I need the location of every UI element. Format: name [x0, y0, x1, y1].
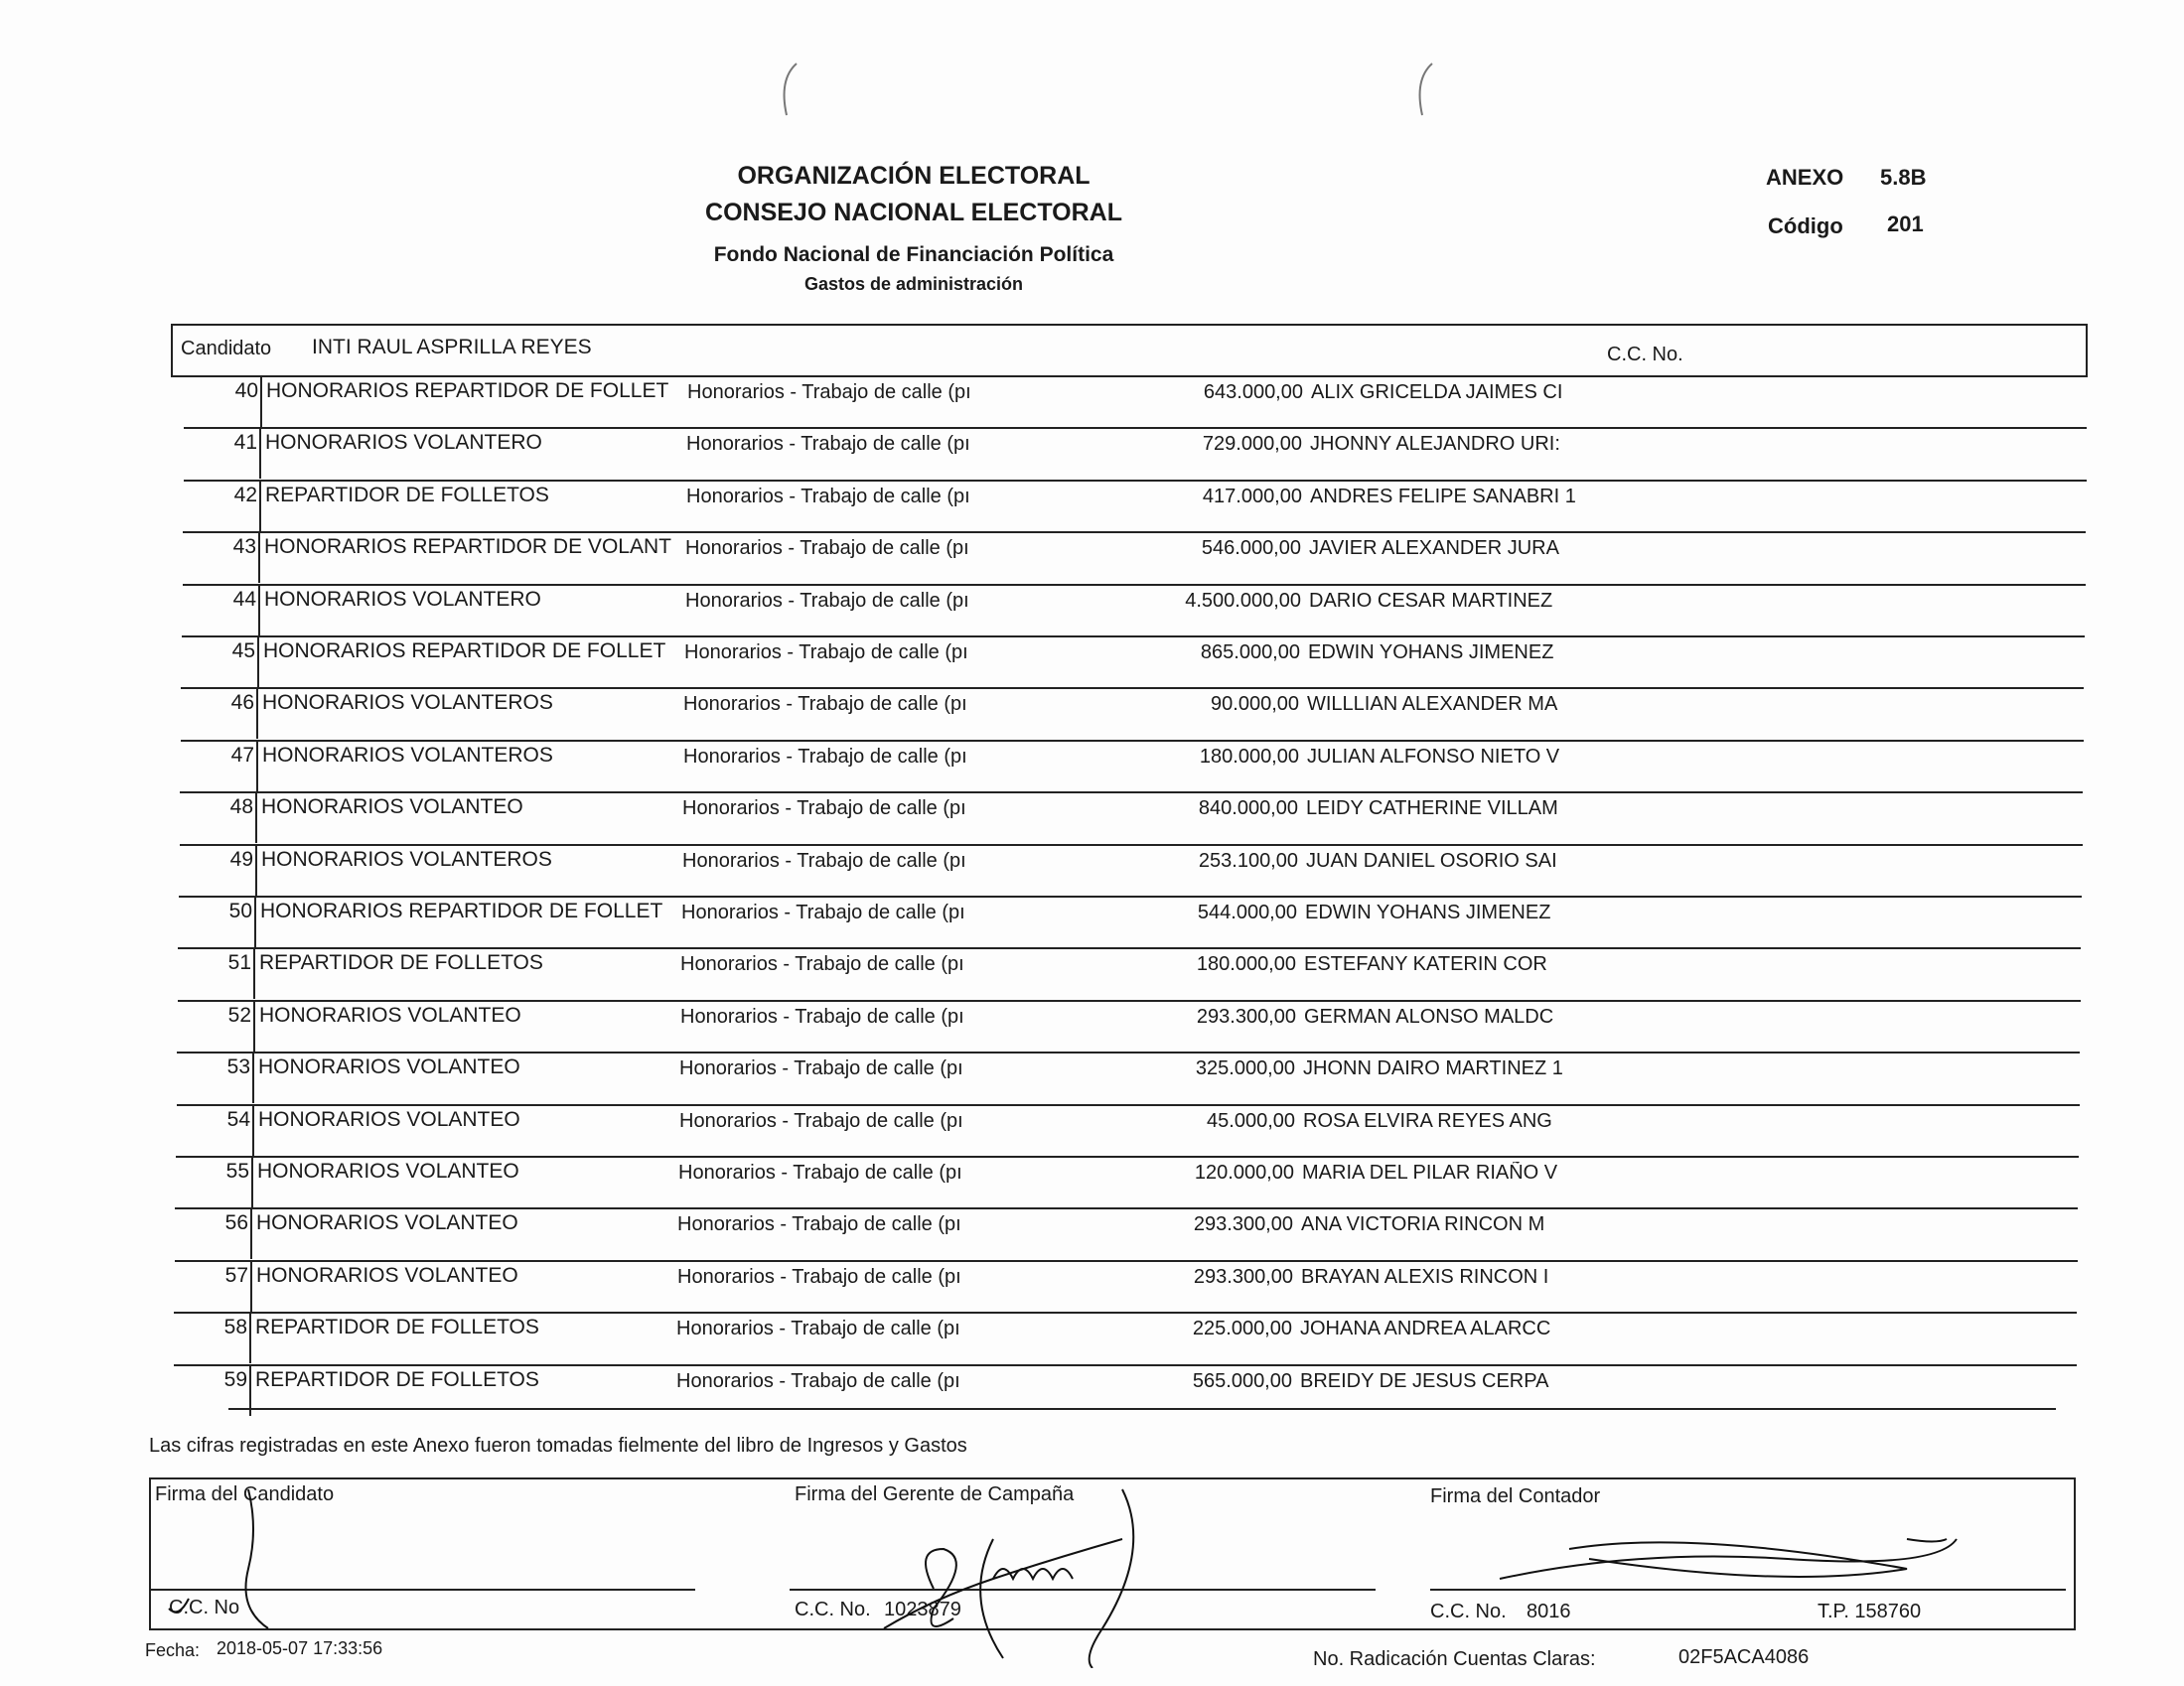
codigo-label: Código	[1768, 213, 1843, 238]
row-divider	[249, 1312, 251, 1363]
row-type: Honorarios - Trabajo de calle (pı	[681, 902, 965, 923]
row-rule	[176, 1156, 2079, 1158]
row-name: LEIDY CATHERINE VILLAM	[1306, 797, 1558, 820]
row-name: ANA VICTORIA RINCON M	[1301, 1213, 1545, 1236]
page-subtitle: Gastos de administración	[803, 274, 1024, 294]
row-number: 51	[227, 951, 251, 975]
row-number: 44	[232, 587, 256, 611]
row-rule	[179, 896, 2082, 898]
radicacion-label: No. Radicación Cuentas Claras:	[1313, 1648, 1596, 1670]
row-name: DARIO CESAR MARTINEZ	[1309, 589, 1553, 612]
row-type: Honorarios - Trabajo de calle (pı	[679, 1057, 963, 1080]
signature-accountant	[1490, 1519, 1966, 1604]
row-divider	[259, 480, 261, 531]
row-type: Honorarios - Trabajo de calle (pı	[683, 693, 967, 716]
row-concept: HONORARIOS REPARTIDOR DE FOLLET	[266, 379, 669, 402]
row-amount: 325.000,00	[1195, 1057, 1295, 1080]
row-number: 59	[223, 1367, 247, 1391]
row-number: 46	[230, 691, 254, 715]
row-concept: HONORARIOS VOLANTEO	[256, 1211, 518, 1235]
radicacion-value: 02F5ACA4086	[1678, 1646, 1810, 1668]
table-row	[164, 1000, 2081, 1052]
row-type: Honorarios - Trabajo de calle (pı	[686, 433, 970, 456]
row-number: 53	[226, 1055, 250, 1079]
row-type: Honorarios - Trabajo de calle (pı	[680, 1005, 964, 1028]
row-concept: HONORARIOS VOLANTEO	[259, 1003, 521, 1027]
row-rule	[177, 1052, 2080, 1054]
row-divider	[255, 791, 257, 843]
row-rule	[174, 1364, 2077, 1366]
row-type: Honorarios - Trabajo de calle (pı	[686, 485, 970, 507]
row-rule	[177, 1104, 2080, 1106]
table-row	[170, 480, 2087, 531]
row-type: Honorarios - Trabajo de calle (pı	[679, 1109, 963, 1132]
row-amount: 544.000,00	[1197, 902, 1297, 923]
row-concept: REPARTIDOR DE FOLLETOS	[255, 1316, 539, 1339]
row-rule	[183, 584, 2086, 586]
row-number: 43	[232, 535, 256, 559]
table-row	[168, 635, 2085, 687]
row-type: Honorarios - Trabajo de calle (pı	[687, 381, 971, 403]
row-type: Honorarios - Trabajo de calle (pı	[676, 1318, 960, 1340]
row-rule	[183, 531, 2086, 533]
row-rule	[184, 480, 2087, 482]
row-amount: 4.500.000,00	[1185, 589, 1301, 612]
row-rule	[182, 635, 2085, 637]
row-rule	[178, 1000, 2081, 1002]
sig-manager-label: Firma del Gerente de Campaña	[795, 1483, 1075, 1505]
fund-title: Fondo Nacional de Financiación Política	[713, 243, 1114, 266]
row-name: ANDRES FELIPE SANABRI 1	[1310, 485, 1576, 507]
table-bottom-rule	[228, 1408, 2056, 1410]
row-concept: HONORARIOS VOLANTEO	[258, 1107, 520, 1131]
row-number: 56	[224, 1211, 248, 1235]
row-rule	[181, 740, 2084, 742]
table-row	[167, 687, 2084, 739]
row-name: ESTEFANY KATERIN COR	[1304, 953, 1547, 976]
row-type: Honorarios - Trabajo de calle (pı	[676, 1369, 960, 1392]
row-name: ALIX GRICELDA JAIMES CI	[1311, 381, 1563, 403]
table-row	[169, 531, 2086, 583]
row-amount: 293.300,00	[1193, 1265, 1293, 1288]
row-amount: 729.000,00	[1202, 433, 1302, 456]
row-amount: 253.100,00	[1198, 849, 1298, 872]
tp-number: T.P. 158760	[1818, 1601, 1922, 1622]
row-number: 58	[223, 1316, 247, 1339]
row-divider	[256, 740, 258, 791]
row-number: 49	[229, 847, 253, 871]
row-amount: 225.000,00	[1192, 1318, 1292, 1340]
row-number: 42	[233, 483, 257, 506]
cc-manager-value: 1023879	[884, 1599, 961, 1620]
row-number: 48	[229, 795, 253, 819]
candidate-name: INTI RAUL ASPRILLA REYES	[312, 336, 592, 358]
signature-manager	[874, 1479, 1202, 1673]
row-concept: HONORARIOS VOLANTEROS	[261, 847, 552, 871]
row-amount: 120.000,00	[1194, 1162, 1294, 1184]
row-number: 55	[225, 1160, 249, 1183]
row-rule	[175, 1260, 2078, 1262]
cc-manager-label: C.C. No.	[795, 1599, 871, 1620]
row-name: EDWIN YOHANS JIMENEZ	[1308, 641, 1554, 663]
row-number: 47	[230, 743, 254, 767]
row-concept: HONORARIOS REPARTIDOR DE FOLLET	[263, 639, 666, 662]
row-amount: 565.000,00	[1192, 1369, 1292, 1392]
table-row	[169, 584, 2086, 635]
row-amount: 45.000,00	[1207, 1109, 1295, 1132]
row-divider	[254, 896, 256, 947]
row-number: 45	[231, 639, 255, 662]
row-concept: REPARTIDOR DE FOLLETOS	[259, 951, 543, 975]
row-name: BREIDY DE JESUS CERPA	[1300, 1369, 1549, 1392]
table-row	[166, 844, 2083, 896]
table-row	[160, 1312, 2077, 1363]
row-amount: 90.000,00	[1211, 693, 1299, 716]
sig-candidate-label: Firma del Candidato	[155, 1483, 335, 1505]
table-row	[165, 896, 2082, 947]
row-name: WILLLIAN ALEXANDER MA	[1307, 693, 1558, 716]
row-name: JULIAN ALFONSO NIETO V	[1307, 745, 1560, 768]
row-number: 52	[227, 1003, 251, 1027]
anexo-label: ANEXO	[1766, 165, 1844, 190]
cc-label: C.C. No.	[1607, 344, 1683, 365]
table-row	[161, 1207, 2078, 1259]
row-amount: 865.000,00	[1200, 641, 1300, 663]
org-title: ORGANIZACIÓN ELECTORAL	[737, 162, 1091, 190]
candidate-label: Candidato	[181, 338, 272, 359]
row-amount: 840.000,00	[1198, 797, 1298, 820]
row-concept: HONORARIOS VOLANTEO	[258, 1055, 520, 1079]
row-amount: 180.000,00	[1196, 953, 1296, 976]
row-name: JAVIER ALEXANDER JURA	[1309, 537, 1559, 560]
row-divider	[253, 1000, 255, 1052]
table-row	[167, 740, 2084, 791]
row-number: 40	[234, 379, 258, 402]
table-row	[166, 791, 2083, 843]
row-name: GERMAN ALONSO MALDC	[1304, 1005, 1554, 1028]
row-divider	[250, 1207, 252, 1259]
row-name: JUAN DANIEL OSORIO SAI	[1306, 849, 1557, 872]
cc-accountant-label: C.C. No.	[1430, 1601, 1507, 1622]
row-divider	[252, 1052, 254, 1103]
row-name: JOHANA ANDREA ALARCC	[1300, 1318, 1551, 1340]
row-divider	[260, 375, 262, 427]
row-name: JHONN DAIRO MARTINEZ 1	[1303, 1057, 1563, 1080]
row-amount: 546.000,00	[1201, 537, 1301, 560]
row-concept: HONORARIOS REPARTIDOR DE FOLLET	[260, 900, 663, 922]
row-rule	[180, 791, 2083, 793]
row-concept: HONORARIOS REPARTIDOR DE VOLANT	[264, 535, 671, 559]
row-amount: 643.000,00	[1203, 381, 1303, 403]
row-concept: HONORARIOS VOLANTERO	[264, 587, 541, 611]
row-amount: 293.300,00	[1196, 1005, 1296, 1028]
row-concept: REPARTIDOR DE FOLLETOS	[255, 1367, 539, 1391]
scan-mark-right	[1410, 60, 1440, 124]
sig-accountant-label: Firma del Contador	[1430, 1485, 1601, 1507]
row-number: 50	[228, 900, 252, 922]
row-divider	[259, 427, 261, 479]
row-concept: HONORARIOS VOLANTERO	[265, 431, 542, 455]
anexo-value: 5.8B	[1880, 165, 1927, 190]
table-row	[163, 1052, 2080, 1103]
row-type: Honorarios - Trabajo de calle (pı	[677, 1265, 961, 1288]
row-name: MARIA DEL PILAR RIAÑO V	[1302, 1162, 1558, 1184]
fecha-value: 2018-05-07 17:33:56	[217, 1638, 383, 1658]
row-rule	[175, 1207, 2078, 1209]
row-type: Honorarios - Trabajo de calle (pı	[682, 849, 966, 872]
row-type: Honorarios - Trabajo de calle (pı	[685, 589, 969, 612]
row-divider	[258, 584, 260, 635]
row-concept: HONORARIOS VOLANTEROS	[262, 743, 553, 767]
table-row	[161, 1260, 2078, 1312]
row-type: Honorarios - Trabajo de calle (pı	[677, 1213, 961, 1236]
row-divider	[257, 635, 259, 687]
footer-note: Las cifras registradas en este Anexo fueron tomadas fielmente del libro de Ingresos y Gastos	[149, 1435, 967, 1457]
council-title: CONSEJO NACIONAL ELECTORAL	[705, 199, 1122, 226]
row-concept: HONORARIOS VOLANTEROS	[262, 691, 553, 715]
row-concept: REPARTIDOR DE FOLLETOS	[265, 483, 549, 506]
row-type: Honorarios - Trabajo de calle (pı	[682, 797, 966, 820]
codigo-value: 201	[1887, 211, 1924, 236]
row-rule	[181, 687, 2084, 689]
fecha-label: Fecha:	[145, 1640, 201, 1660]
table-row	[171, 375, 2088, 427]
row-name: ROSA ELVIRA REYES ANG	[1303, 1109, 1552, 1132]
row-amount: 180.000,00	[1199, 745, 1299, 768]
row-type: Honorarios - Trabajo de calle (pı	[680, 953, 964, 976]
row-concept: HONORARIOS VOLANTEO	[257, 1160, 519, 1183]
table-row	[163, 1104, 2080, 1156]
row-name: EDWIN YOHANS JIMENEZ	[1305, 902, 1551, 923]
row-concept: HONORARIOS VOLANTEO	[261, 795, 523, 819]
row-name: BRAYAN ALEXIS RINCON I	[1301, 1265, 1549, 1288]
row-rule	[174, 1312, 2077, 1314]
row-divider	[253, 947, 255, 999]
row-concept: HONORARIOS VOLANTEO	[256, 1263, 518, 1287]
row-number: 57	[224, 1263, 248, 1287]
row-type: Honorarios - Trabajo de calle (pı	[683, 745, 967, 768]
row-rule	[185, 375, 2088, 377]
row-divider	[255, 844, 257, 896]
row-number: 54	[226, 1107, 250, 1131]
row-number: 41	[233, 431, 257, 455]
row-divider	[256, 687, 258, 739]
table-row	[162, 1156, 2079, 1207]
row-rule	[184, 427, 2087, 429]
row-type: Honorarios - Trabajo de calle (pı	[678, 1162, 962, 1184]
signature-candidate	[159, 1479, 358, 1643]
row-type: Honorarios - Trabajo de calle (pı	[685, 537, 969, 560]
row-divider	[250, 1260, 252, 1312]
table-row	[170, 427, 2087, 479]
scan-mark-left	[775, 60, 804, 124]
row-type: Honorarios - Trabajo de calle (pı	[684, 641, 968, 663]
table-row	[164, 947, 2081, 999]
row-rule	[180, 844, 2083, 846]
row-name: JHONNY ALEJANDRO URI:	[1310, 433, 1560, 456]
row-rule	[178, 947, 2081, 949]
cc-candidate: C.C. No	[169, 1597, 240, 1618]
row-divider	[251, 1156, 253, 1207]
row-divider	[258, 531, 260, 583]
cc-accountant-value: 8016	[1527, 1601, 1571, 1622]
row-divider	[252, 1104, 254, 1156]
row-amount: 417.000,00	[1202, 485, 1302, 507]
row-amount: 293.300,00	[1193, 1213, 1293, 1236]
